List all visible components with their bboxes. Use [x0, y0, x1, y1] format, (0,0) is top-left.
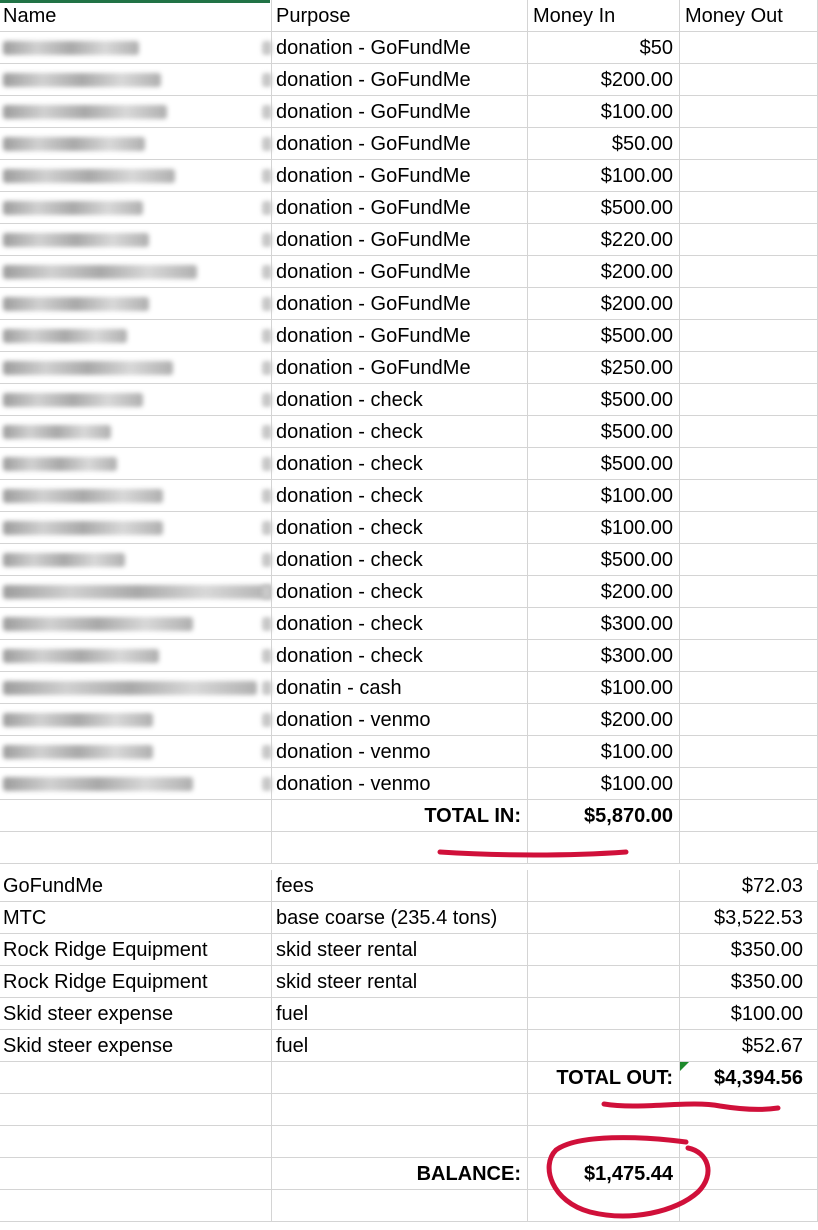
money-in-cell[interactable]: $100.00 [528, 480, 680, 512]
redacted-name [3, 297, 149, 311]
money-out-cell[interactable] [680, 128, 818, 160]
money-out-cell[interactable] [680, 32, 818, 64]
table-row [0, 1030, 818, 1062]
spacer-row [0, 1094, 818, 1126]
table-row [0, 870, 818, 902]
money-in-cell[interactable]: $500.00 [528, 192, 680, 224]
redacted-name [3, 73, 161, 87]
purpose-cell[interactable]: donatin - cash [272, 672, 528, 704]
redacted-fragment [262, 393, 272, 407]
redacted-name [3, 521, 163, 535]
redacted-name [3, 425, 111, 439]
purpose-cell[interactable]: donation - check [272, 448, 528, 480]
table-row [0, 998, 818, 1030]
money-out-cell[interactable] [680, 64, 818, 96]
empty-cell[interactable] [680, 832, 818, 864]
name-cell-redacted[interactable] [0, 672, 272, 704]
money-out-cell[interactable] [680, 448, 818, 480]
spacer-row [0, 1126, 818, 1158]
purpose-cell[interactable]: donation - GoFundMe [272, 224, 528, 256]
redacted-name [3, 553, 125, 567]
table-row [0, 256, 818, 288]
name-cell-redacted[interactable] [0, 256, 272, 288]
empty-cell[interactable] [0, 1094, 272, 1126]
total-in-empty-a[interactable] [0, 800, 272, 832]
money-in-cell[interactable]: $220.00 [528, 224, 680, 256]
purpose-cell[interactable]: donation - venmo [272, 704, 528, 736]
redacted-name [3, 265, 197, 279]
name-cell-redacted[interactable] [0, 640, 272, 672]
balance-row [0, 1158, 818, 1190]
purpose-cell[interactable]: donation - venmo [272, 768, 528, 800]
redacted-name [3, 649, 159, 663]
empty-cell[interactable] [0, 1126, 272, 1158]
header-row [0, 0, 818, 32]
redacted-fragment [262, 777, 272, 791]
money-in-cell[interactable]: $200.00 [528, 288, 680, 320]
empty-cell[interactable] [528, 1190, 680, 1222]
redacted-name [3, 169, 175, 183]
purpose-cell[interactable]: donation - check [272, 544, 528, 576]
total-out-value[interactable]: $4,394.56 [680, 1062, 818, 1094]
money-in-cell[interactable] [528, 902, 680, 934]
purpose-cell[interactable]: skid steer rental [272, 966, 528, 998]
redacted-fragment [262, 649, 272, 663]
table-row [0, 416, 818, 448]
redacted-name [3, 361, 173, 375]
redacted-name [3, 201, 143, 215]
name-cell-redacted[interactable] [0, 128, 272, 160]
table-row [0, 768, 818, 800]
purpose-cell[interactable]: base coarse (235.4 tons) [272, 902, 528, 934]
table-row [0, 544, 818, 576]
purpose-cell[interactable]: donation - check [272, 512, 528, 544]
money-in-cell[interactable]: $200.00 [528, 256, 680, 288]
table-row [0, 128, 818, 160]
redacted-fragment [262, 361, 272, 375]
purpose-cell[interactable]: donation - check [272, 416, 528, 448]
redacted-fragment [262, 233, 272, 247]
empty-cell[interactable] [272, 1126, 528, 1158]
table-row [0, 384, 818, 416]
redacted-name [3, 777, 193, 791]
total-out-label[interactable]: TOTAL OUT: [528, 1062, 680, 1094]
name-cell[interactable]: Rock Ridge Equipment [0, 966, 272, 998]
money-out-cell[interactable] [680, 160, 818, 192]
purpose-cell[interactable]: donation - check [272, 480, 528, 512]
total-out-empty-a[interactable] [0, 1062, 272, 1094]
table-row [0, 480, 818, 512]
money-in-cell[interactable]: $100.00 [528, 736, 680, 768]
money-in-cell[interactable]: $100.00 [528, 96, 680, 128]
name-cell[interactable]: MTC [0, 902, 272, 934]
money-out-cell[interactable] [680, 512, 818, 544]
name-cell-redacted[interactable] [0, 512, 272, 544]
money-out-cell[interactable] [680, 608, 818, 640]
redacted-name [3, 489, 163, 503]
purpose-cell[interactable]: donation - check [272, 384, 528, 416]
purpose-cell[interactable]: fees [272, 870, 528, 902]
total-out-empty-b[interactable] [272, 1062, 528, 1094]
redacted-name [3, 137, 145, 151]
money-out-cell[interactable] [680, 352, 818, 384]
redacted-name [3, 41, 139, 55]
money-out-cell[interactable] [680, 384, 818, 416]
redacted-fragment [262, 137, 272, 151]
name-cell-redacted[interactable] [0, 320, 272, 352]
table-row [0, 352, 818, 384]
money-in-cell[interactable]: $50.00 [528, 128, 680, 160]
money-in-cell[interactable] [528, 998, 680, 1030]
purpose-cell[interactable]: fuel [272, 1030, 528, 1062]
name-cell-redacted[interactable] [0, 352, 272, 384]
redacted-fragment [262, 585, 272, 599]
table-row [0, 160, 818, 192]
purpose-cell[interactable]: donation - GoFundMe [272, 352, 528, 384]
money-out-cell[interactable] [680, 224, 818, 256]
name-cell-redacted[interactable] [0, 608, 272, 640]
money-in-cell[interactable]: $500.00 [528, 320, 680, 352]
purpose-cell[interactable]: donation - GoFundMe [272, 96, 528, 128]
name-cell-redacted[interactable] [0, 768, 272, 800]
name-cell-redacted[interactable] [0, 416, 272, 448]
spacer-row [0, 832, 818, 864]
redacted-fragment [262, 713, 272, 727]
purpose-cell[interactable]: donation - check [272, 608, 528, 640]
money-in-cell[interactable]: $500.00 [528, 544, 680, 576]
money-out-cell[interactable] [680, 672, 818, 704]
table-row [0, 902, 818, 934]
table-row [0, 934, 818, 966]
empty-cell[interactable] [680, 1126, 818, 1158]
purpose-cell[interactable]: donation - check [272, 576, 528, 608]
purpose-cell[interactable]: skid steer rental [272, 934, 528, 966]
money-in-cell[interactable]: $500.00 [528, 416, 680, 448]
purpose-cell[interactable]: donation - GoFundMe [272, 256, 528, 288]
name-cell-redacted[interactable] [0, 544, 272, 576]
money-out-cell[interactable] [680, 544, 818, 576]
redacted-fragment [262, 617, 272, 631]
money-out-cell[interactable]: $52.67 [680, 1030, 818, 1062]
table-row [0, 288, 818, 320]
total-in-row [0, 800, 818, 832]
money-out-cell[interactable] [680, 576, 818, 608]
redacted-name [3, 713, 153, 727]
table-row [0, 448, 818, 480]
purpose-cell[interactable]: donation - GoFundMe [272, 160, 528, 192]
name-cell-redacted[interactable] [0, 224, 272, 256]
empty-cell[interactable] [272, 832, 528, 864]
table-row [0, 736, 818, 768]
redacted-fragment [262, 489, 272, 503]
table-row [0, 192, 818, 224]
purpose-cell[interactable]: donation - venmo [272, 736, 528, 768]
purpose-cell[interactable]: donation - GoFundMe [272, 128, 528, 160]
redacted-fragment [262, 265, 272, 279]
empty-cell[interactable] [0, 1190, 272, 1222]
money-in-cell[interactable]: $50 [528, 32, 680, 64]
purpose-cell[interactable]: donation - GoFundMe [272, 192, 528, 224]
money-out-cell[interactable] [680, 256, 818, 288]
purpose-cell[interactable]: donation - GoFundMe [272, 320, 528, 352]
redacted-fragment [262, 553, 272, 567]
name-cell[interactable]: Skid steer expense [0, 998, 272, 1030]
name-cell-redacted[interactable] [0, 96, 272, 128]
redacted-name [3, 457, 117, 471]
money-out-cell[interactable] [680, 192, 818, 224]
spacer-row [0, 1190, 818, 1222]
redacted-name [3, 105, 167, 119]
redacted-fragment [262, 681, 272, 695]
balance-value[interactable]: $1,475.44 [528, 1158, 680, 1190]
money-in-cell[interactable]: $500.00 [528, 384, 680, 416]
purpose-cell[interactable]: donation - GoFundMe [272, 288, 528, 320]
comment-indicator-icon [680, 1062, 689, 1071]
money-out-cell[interactable] [680, 96, 818, 128]
redacted-fragment [262, 297, 272, 311]
money-in-cell[interactable]: $300.00 [528, 640, 680, 672]
money-out-cell[interactable] [680, 768, 818, 800]
name-cell[interactable]: Skid steer expense [0, 1030, 272, 1062]
money-out-cell[interactable] [680, 480, 818, 512]
money-out-cell[interactable]: $350.00 [680, 966, 818, 998]
name-cell[interactable]: GoFundMe [0, 870, 272, 902]
name-cell-redacted[interactable] [0, 736, 272, 768]
redacted-fragment [262, 105, 272, 119]
empty-cell[interactable] [680, 1190, 818, 1222]
name-cell-redacted[interactable] [0, 384, 272, 416]
name-cell-redacted[interactable] [0, 192, 272, 224]
table-row [0, 32, 818, 64]
header-purpose[interactable]: Purpose [272, 0, 528, 32]
empty-cell[interactable] [272, 1190, 528, 1222]
purpose-cell[interactable]: donation - GoFundMe [272, 64, 528, 96]
money-out-cell[interactable] [680, 320, 818, 352]
money-in-cell[interactable] [528, 966, 680, 998]
money-in-cell[interactable]: $100.00 [528, 768, 680, 800]
purpose-cell[interactable]: donation - check [272, 640, 528, 672]
redacted-fragment [262, 425, 272, 439]
redacted-fragment [262, 521, 272, 535]
name-cell-redacted[interactable] [0, 576, 272, 608]
table-row [0, 320, 818, 352]
money-out-cell[interactable]: $72.03 [680, 870, 818, 902]
name-cell-redacted[interactable] [0, 480, 272, 512]
empty-cell[interactable] [528, 1094, 680, 1126]
money-in-cell[interactable]: $100.00 [528, 160, 680, 192]
money-in-cell[interactable] [528, 1030, 680, 1062]
redacted-fragment [262, 169, 272, 183]
total-out-row [0, 1062, 818, 1094]
money-in-cell[interactable]: $500.00 [528, 448, 680, 480]
money-in-cell[interactable]: $100.00 [528, 512, 680, 544]
table-row [0, 512, 818, 544]
money-out-cell[interactable] [680, 640, 818, 672]
balance-label[interactable]: BALANCE: [272, 1158, 528, 1190]
total-in-value[interactable]: $5,870.00 [528, 800, 680, 832]
empty-cell[interactable] [528, 832, 680, 864]
redacted-name [3, 617, 193, 631]
purpose-cell[interactable]: fuel [272, 998, 528, 1030]
table-row [0, 64, 818, 96]
redacted-fragment [262, 41, 272, 55]
header-money-out[interactable]: Money Out [680, 0, 818, 32]
money-in-cell[interactable]: $200.00 [528, 576, 680, 608]
name-cell-redacted[interactable] [0, 448, 272, 480]
redacted-name [3, 745, 153, 759]
name-cell-redacted[interactable] [0, 32, 272, 64]
money-out-cell[interactable] [680, 704, 818, 736]
table-row [0, 704, 818, 736]
table-row [0, 96, 818, 128]
name-cell-redacted[interactable] [0, 160, 272, 192]
money-out-cell[interactable]: $3,522.53 [680, 902, 818, 934]
redacted-name [3, 329, 127, 343]
money-in-cell[interactable]: $100.00 [528, 672, 680, 704]
money-out-cell[interactable]: $350.00 [680, 934, 818, 966]
money-out-cell[interactable]: $100.00 [680, 998, 818, 1030]
money-in-cell[interactable]: $250.00 [528, 352, 680, 384]
empty-cell[interactable] [680, 1094, 818, 1126]
empty-cell[interactable] [528, 1126, 680, 1158]
header-name[interactable]: Name [0, 0, 272, 32]
redacted-fragment [262, 201, 272, 215]
money-out-cell[interactable] [680, 416, 818, 448]
redacted-name [3, 233, 149, 247]
money-in-cell[interactable]: $300.00 [528, 608, 680, 640]
redacted-fragment [262, 457, 272, 471]
redacted-name [3, 585, 272, 599]
table-row [0, 966, 818, 998]
redacted-fragment [262, 329, 272, 343]
purpose-cell[interactable]: donation - GoFundMe [272, 32, 528, 64]
name-cell-redacted[interactable] [0, 64, 272, 96]
total-in-empty-b[interactable] [680, 800, 818, 832]
redacted-name [3, 681, 257, 695]
table-row [0, 608, 818, 640]
redacted-fragment [262, 73, 272, 87]
money-in-cell[interactable]: $200.00 [528, 704, 680, 736]
money-out-cell[interactable] [680, 736, 818, 768]
money-out-cell[interactable] [680, 288, 818, 320]
balance-empty-a[interactable] [0, 1158, 272, 1190]
money-in-cell[interactable] [528, 934, 680, 966]
name-cell-redacted[interactable] [0, 704, 272, 736]
empty-cell[interactable] [0, 832, 272, 864]
table-row [0, 672, 818, 704]
table-row [0, 224, 818, 256]
table-row [0, 576, 818, 608]
empty-cell[interactable] [272, 1094, 528, 1126]
money-in-cell[interactable] [528, 870, 680, 902]
name-cell[interactable]: Rock Ridge Equipment [0, 934, 272, 966]
redacted-fragment [262, 745, 272, 759]
header-money-in[interactable]: Money In [528, 0, 680, 32]
balance-empty-b[interactable] [680, 1158, 818, 1190]
money-in-cell[interactable]: $200.00 [528, 64, 680, 96]
name-cell-redacted[interactable] [0, 288, 272, 320]
redacted-name [3, 393, 143, 407]
table-row [0, 640, 818, 672]
total-in-label[interactable]: TOTAL IN: [272, 800, 528, 832]
